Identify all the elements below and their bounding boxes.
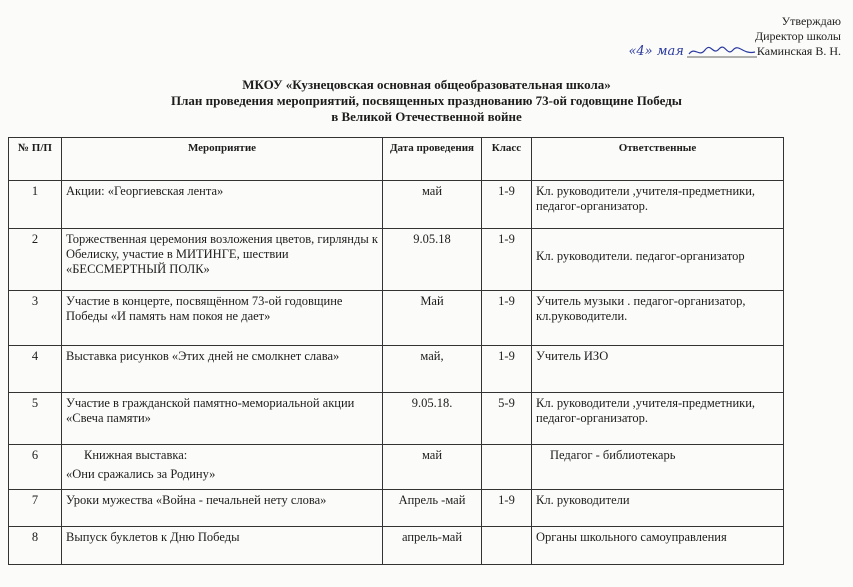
row-num: 1 [9,181,62,229]
row-num: 5 [9,393,62,445]
row-class [482,527,532,565]
row-date: 9.05.18 [383,229,482,291]
table-row [9,445,784,490]
row-class: 1-9 [482,346,532,393]
header-event: Мероприятие [62,138,383,181]
approval-block [628,14,841,59]
row-date: Май [383,291,482,346]
approval-label: Утверждаю [781,14,841,28]
row-num: 4 [9,346,62,393]
row-responsible: Учитель ИЗО [532,346,784,393]
row-class: 1-9 [482,490,532,527]
plan-title: План проведения мероприятий, посвященных празднованию 73-ой годовщине Победы [171,93,682,108]
row-num: 2 [9,229,62,291]
row-date: май [383,445,482,490]
row-responsible: Органы школьного самоуправления [532,527,784,565]
header-num: № П/П [9,138,62,181]
table-row [9,291,784,346]
table-row [9,346,784,393]
row-event: Выставка рисунков «Этих дней не смолкнет слава» [62,346,383,393]
row-date: апрель-май [383,527,482,565]
approval-position: Директор школы [754,29,841,43]
row-event: Выпуск буклетов к Дню Победы [62,527,383,565]
approval-signature-line [628,44,841,59]
table-row [9,229,784,291]
header-class: Класс [482,138,532,181]
school-name: МКОУ «Кузнецовская основная общеобразовательная школа» [242,77,611,92]
row-responsible: Кл. руководители ,учителя-предметники, педагог-организатор. [532,393,784,445]
header-responsible: Ответственные [532,138,784,181]
row-date: май, [383,346,482,393]
row-class: 5-9 [482,393,532,445]
row-event [62,445,383,490]
row-event: Акции: «Георгиевская лента» [62,181,383,229]
row-responsible: Кл. руководители. педагог-организатор [532,229,784,291]
table-row [9,527,784,565]
row-event: Уроки мужества «Война - печальней нету слова» [62,490,383,527]
row-event: Участие в концерте, посвящённом 73-ой годовщине Победы «И память нам покоя не дает» [62,291,383,346]
document-title [0,77,853,125]
row-responsible: Кл. руководители ,учителя-предметники, педагог-организатор. [532,181,784,229]
row-event: Торжественная церемония возложения цветов, гирлянды к Обелиску, участие в МИТИНГЕ, шествии «БЕССМЕРТНЫЙ ПОЛК» [62,229,383,291]
row-class: 1-9 [482,229,532,291]
plan-subtitle: в Великой Отечественной войне [331,109,522,124]
row-responsible: Учитель музыки . педагог-организатор, кл.руководители. [532,291,784,346]
table-row [9,181,784,229]
table-row [9,490,784,527]
row-date: май [383,181,482,229]
table-row [9,393,784,445]
row-class [482,445,532,490]
header-date: Дата проведения [383,138,482,181]
handwritten-date: «4» мая [628,44,684,59]
approval-name: Каминская В. Н. [756,44,841,58]
row-date: 9.05.18. [383,393,482,445]
row-num: 7 [9,490,62,527]
row-class: 1-9 [482,181,532,229]
row-event: Участие в гражданской памятно-мемориальной акции «Свеча памяти» [62,393,383,445]
table-header-row [9,138,784,181]
row-num: 8 [9,527,62,565]
row-num: 6 [9,445,62,490]
row-class: 1-9 [482,291,532,346]
row-num: 3 [9,291,62,346]
row-event-line: Книжная выставка: [84,448,188,462]
row-responsible: Кл. руководители [532,490,784,527]
signature-scribble-icon [687,44,757,58]
row-event-line: «Они сражались за Родину» [66,467,216,481]
events-table [8,137,784,565]
row-responsible: Педагог - библиотекарь [532,445,784,490]
row-date: Апрель -май [383,490,482,527]
